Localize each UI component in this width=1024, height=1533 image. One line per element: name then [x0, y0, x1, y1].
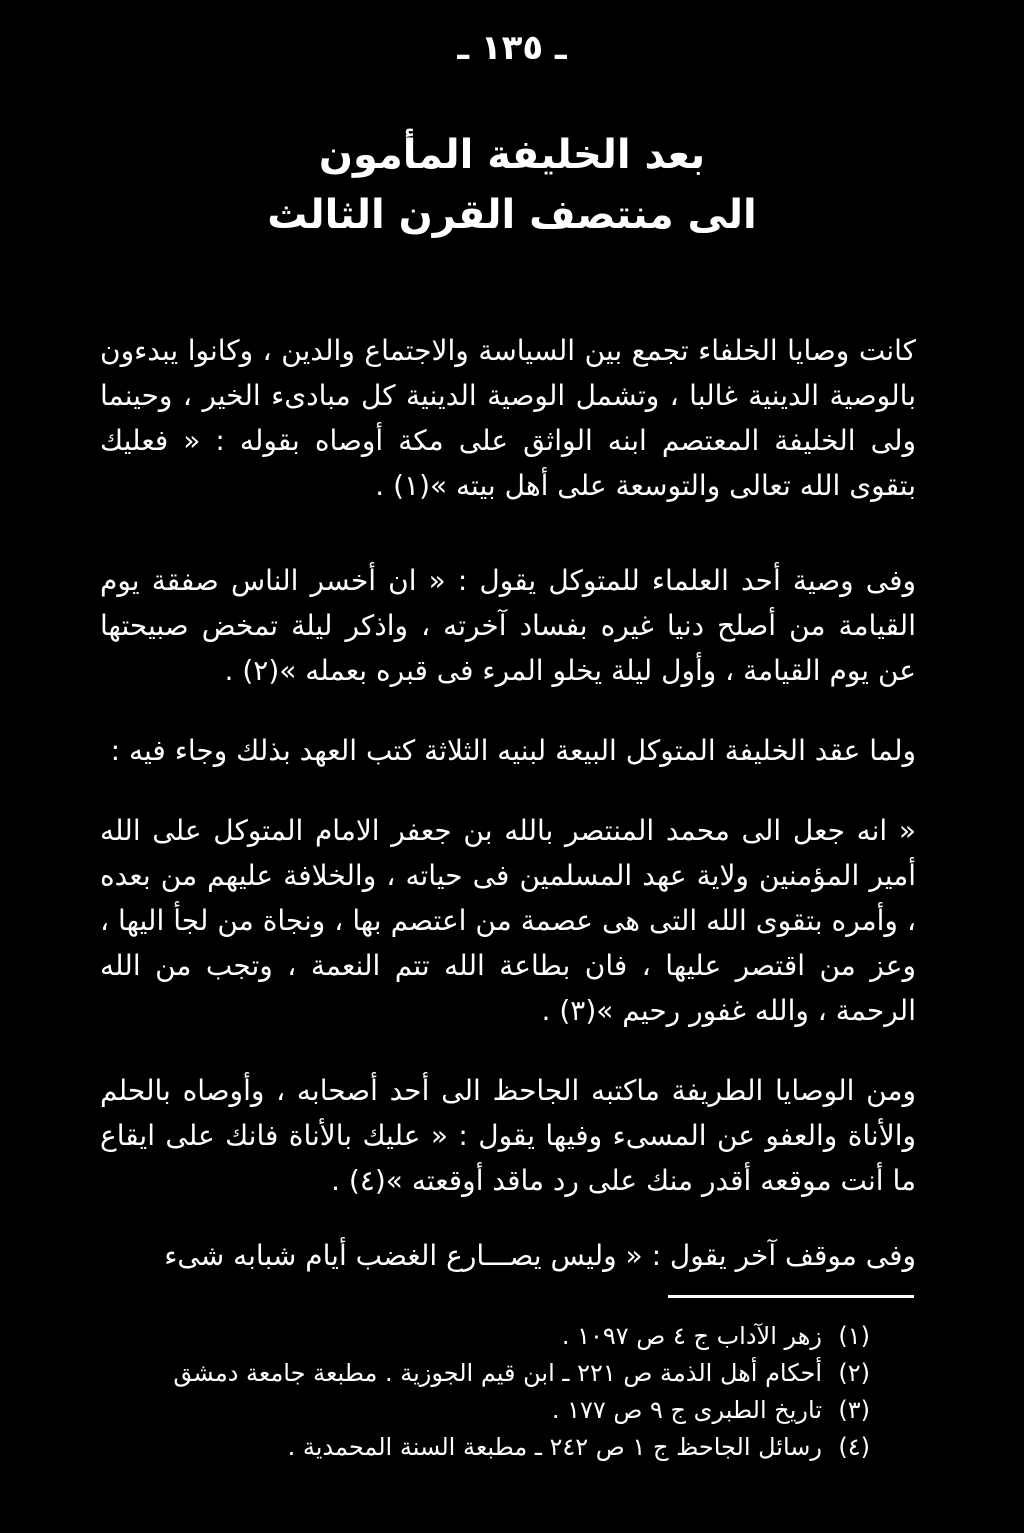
footnotes — [100, 1318, 870, 1466]
footnote-number: (٤) — [838, 1433, 870, 1461]
footnote-text: رسائل الجاحظ ج ١ ص ٢٤٢ ـ مطبعة السنة المحمدية . — [287, 1433, 822, 1461]
footnote — [100, 1429, 870, 1466]
footnote — [100, 1355, 870, 1392]
footnote-number: (٢) — [838, 1359, 870, 1387]
chapter-title-line-1: بعد الخليفة المأمون — [318, 132, 706, 178]
paragraph-2: وفى وصية أحد العلماء للمتوكل يقول : « ان أخسر الناس صفقة يوم القيامة من أصلح دنيا غيره بفساد آخرته ، واذكر ليلة تمخض صبيحتها عن يوم القيامة ، وأول ليلة يخلو المرء فى قبره بعمله »(٢) . — [100, 564, 916, 687]
footnote-text: تاريخ الطبرى ج ٩ ص ١٧٧ . — [551, 1396, 822, 1424]
footnote-number: (١) — [838, 1322, 870, 1350]
paragraph-1: كانت وصايا الخلفاء تجمع بين السياسة والاجتماع والدين ، وكانوا يبدءون بالوصية الدينية غالبا ، وتشمل الوصية الدينية كل مبادىء الخير ، وحينما ولى الخليفة المعتصم ابنه الواثق على مكة أوصاه بقوله : « فعليك بتقوى الله تعالى والتوسعة على أهل بيته »(١) . — [100, 334, 916, 502]
page-number: ـ ١٣٥ ـ — [457, 28, 567, 68]
footnote — [100, 1318, 870, 1355]
paragraph-6: وفى موقف آخر يقول : « وليس يصـــارع الغضب أيام شبابه شىء — [164, 1239, 916, 1272]
chapter-title-line-2: الى منتصف القرن الثالث — [267, 192, 757, 238]
footnote-text: أحكام أهل الذمة ص ٢٢١ ـ ابن قيم الجوزية . مطبعة جامعة دمشق — [173, 1359, 822, 1387]
footnote-divider — [668, 1295, 914, 1298]
paragraph-3: ولما عقد الخليفة المتوكل البيعة لبنيه الثلاثة كتب العهد بذلك وجاء فيه : — [110, 734, 916, 767]
paragraph-4: « انه جعل الى محمد المنتصر بالله بن جعفر الامام المتوكل على الله أمير المؤمنين ولاية عهد المسلمين فى حياته ، والخلافة عليهم من بعده ، وأمره بتقوى الله التى هى عصمة من اعتصم بها ، ونجاة من لجأ اليها ، وعز من اقتصر عليها ، فان بطاعة الله تتم النعمة ، وتجب من الله الرحمة ، والله غفور رحيم »(٣) . — [100, 814, 916, 1027]
paragraph-5: ومن الوصايا الطريفة ماكتبه الجاحظ الى أحد أصحابه ، وأوصاه بالحلم والأناة والعفو عن المسىء وفيها يقول : « عليك بالأناة فانك على ايقاع ما أنت موقعه أقدر منك على رد ماقد أوقعته »(٤) . — [100, 1074, 916, 1197]
footnote-text: زهر الآداب ج ٤ ص ١٠٩٧ . — [561, 1322, 822, 1350]
footnote — [100, 1392, 870, 1429]
footnote-number: (٣) — [838, 1396, 870, 1424]
